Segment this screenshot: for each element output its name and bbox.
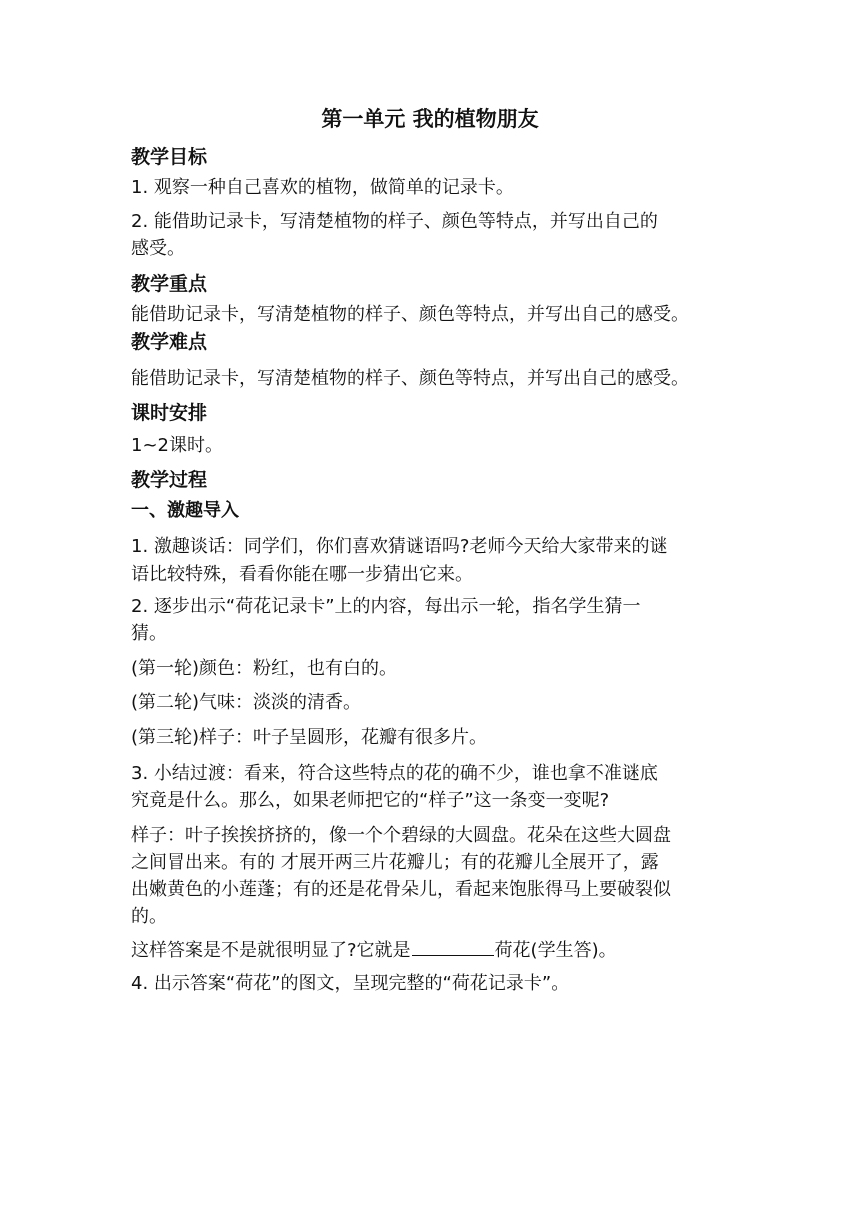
paragraph-3-line-1: 3. 小结过渡：看来，符合这些特点的花的确不少，谁也拿不准谜底 (131, 763, 658, 784)
answer-text-before: 这样答案是不是就很明显了?它就是 (131, 940, 411, 961)
document-title: 第一单元 我的植物朋友 (321, 107, 539, 131)
round-1-text: (第一轮)颜色：粉红，也有白的。 (131, 658, 398, 679)
description-line-1: 样子：叶子挨挨挤挤的，像一个个碧绿的大圆盘。花朵在这些大圆盘 (131, 825, 671, 846)
description-line-3: 出嫩黄色的小莲蓬；有的还是花骨朵儿，看起来饱胀得马上要破裂似 (131, 879, 671, 900)
key-points-heading: 教学重点 (131, 273, 208, 295)
difficulties-text: 能借助记录卡，写清楚植物的样子、颜色等特点，并写出自己的感受。 (131, 368, 689, 389)
paragraph-4: 4. 出示答案“荷花”的图文，呈现完整的“荷花记录卡”。 (131, 973, 570, 994)
section-1-heading: 一、激趣导入 (131, 500, 239, 521)
paragraph-1-line-1: 1. 激趣谈话：同学们，你们喜欢猜谜语吗?老师今天给大家带来的谜 (131, 536, 668, 557)
paragraph-3-line-2: 究竟是什么。那么，如果老师把它的“样子”这一条变一变呢? (131, 790, 610, 811)
difficulties-heading: 教学难点 (131, 331, 208, 353)
goal-item-2-line-1: 2. 能借助记录卡，写清楚植物的样子、颜色等特点，并写出自己的 (131, 211, 658, 232)
paragraph-2-line-1: 2. 逐步出示“荷花记录卡”上的内容，每出示一轮，指名学生猜一 (131, 596, 641, 617)
schedule-heading: 课时安排 (131, 402, 208, 424)
answer-blank (412, 937, 494, 956)
description-line-2: 之间冒出来。有的 才展开两三片花瓣儿；有的花瓣儿全展开了，露 (131, 852, 659, 873)
key-points-text: 能借助记录卡，写清楚植物的样子、颜色等特点，并写出自己的感受。 (131, 304, 689, 325)
goal-item-1: 1. 观察一种自己喜欢的植物，做简单的记录卡。 (131, 177, 514, 198)
description-line-4: 的。 (131, 906, 167, 927)
goals-heading: 教学目标 (131, 146, 208, 168)
answer-line (131, 937, 751, 965)
answer-text-after: 荷花(学生答)。 (494, 940, 617, 961)
round-3-text: (第三轮)样子：叶子呈圆形，花瓣有很多片。 (131, 727, 488, 748)
goal-item-2-line-2: 感受。 (131, 238, 185, 259)
schedule-text: 1~2课时。 (131, 435, 223, 456)
paragraph-1-line-2: 语比较特殊，看看你能在哪一步猜出它来。 (131, 564, 473, 585)
round-2-text: (第二轮)气味：淡淡的清香。 (131, 692, 362, 713)
paragraph-2-line-2: 猜。 (131, 623, 167, 644)
process-heading: 教学过程 (131, 469, 208, 491)
